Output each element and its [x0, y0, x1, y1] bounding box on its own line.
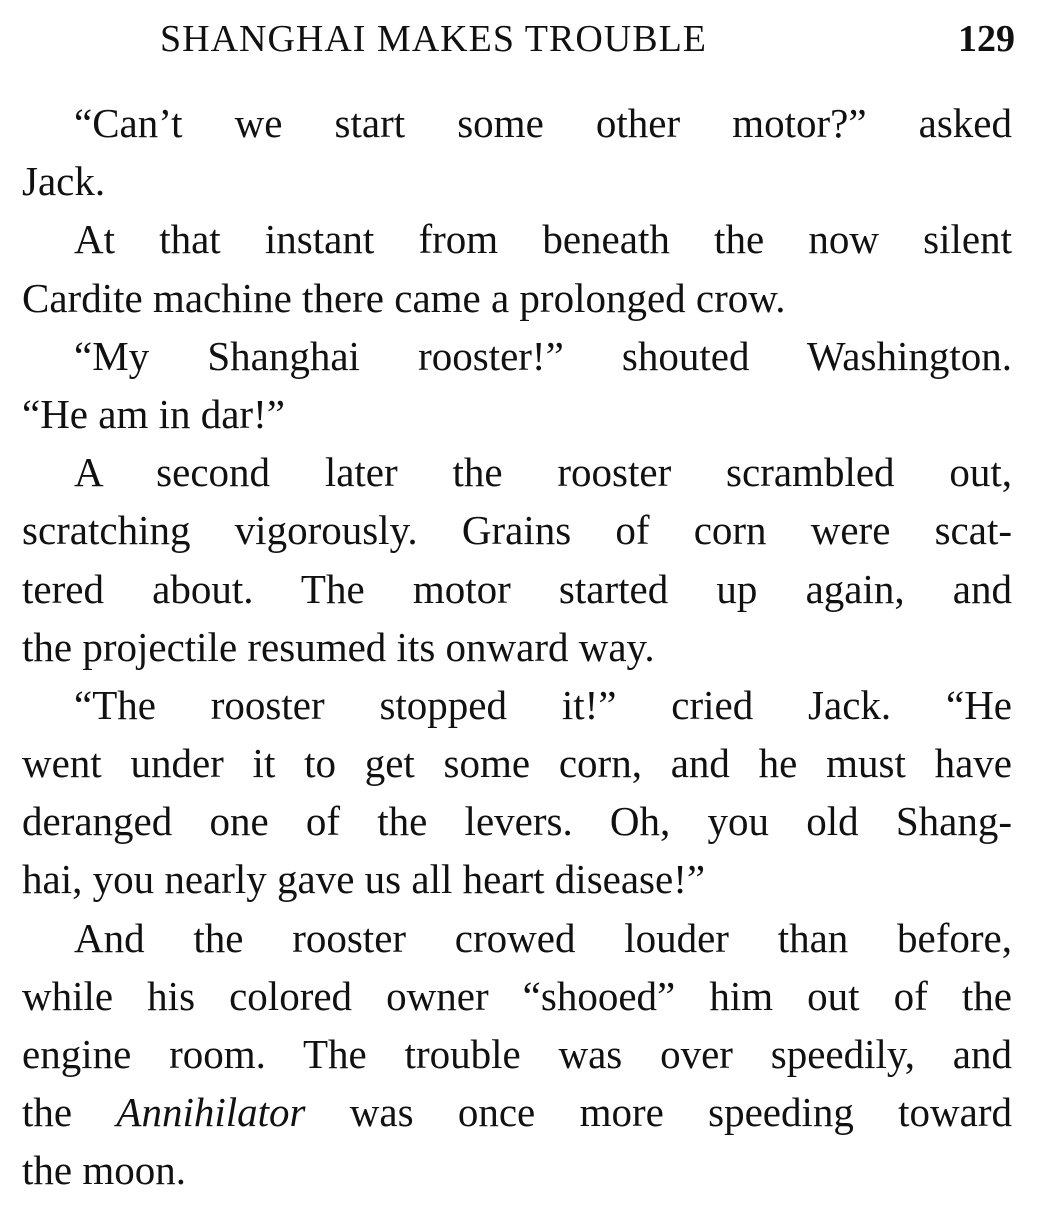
body-text [22, 94, 1012, 1200]
text-line: tered about. The motor started up again, and [22, 565, 1012, 612]
text-line: And the rooster crowed louder than before, [74, 914, 1012, 961]
ship-name-italic: Annihilator [116, 1089, 306, 1136]
running-title: SHANGHAI MAKES TROUBLE [160, 18, 707, 60]
text-line: Cardite machine there came a prolonged crow. [22, 274, 786, 321]
text-line: scratching vigorously. Grains of corn were scat- [22, 507, 1012, 554]
text-line: “He am in dar!” [22, 390, 285, 437]
text-line: deranged one of the levers. Oh, you old Shang- [22, 798, 1012, 845]
page-number: 129 [958, 18, 1015, 60]
text-line: “Can’t we start some other motor?” asked [74, 100, 1012, 146]
text-line: the moon. [22, 1147, 186, 1194]
text-fragment: was once more speeding toward [349, 1089, 1013, 1136]
text-line-with-italic [22, 1083, 1012, 1141]
text-line: At that instant from beneath the now silent [74, 216, 1012, 263]
running-head [160, 14, 1015, 64]
text-line: while his colored owner “shooed” him out of the [22, 972, 1012, 1019]
text-line: engine room. The trouble was over speedily, and [22, 1031, 1012, 1077]
text-line: A second later the rooster scrambled out, [74, 449, 1012, 496]
text-line: Jack. [22, 158, 106, 205]
text-line: “My Shanghai rooster!” shouted Washington. [74, 332, 1012, 379]
text-line: “The rooster stopped it!” cried Jack. “He [74, 681, 1012, 728]
text-line: hai, you nearly gave us all heart disease!” [22, 856, 706, 903]
text-line: went under it to get some corn, and he must have [22, 740, 1012, 787]
text-line: the projectile resumed its onward way. [22, 623, 655, 670]
text-fragment: the [22, 1089, 73, 1136]
